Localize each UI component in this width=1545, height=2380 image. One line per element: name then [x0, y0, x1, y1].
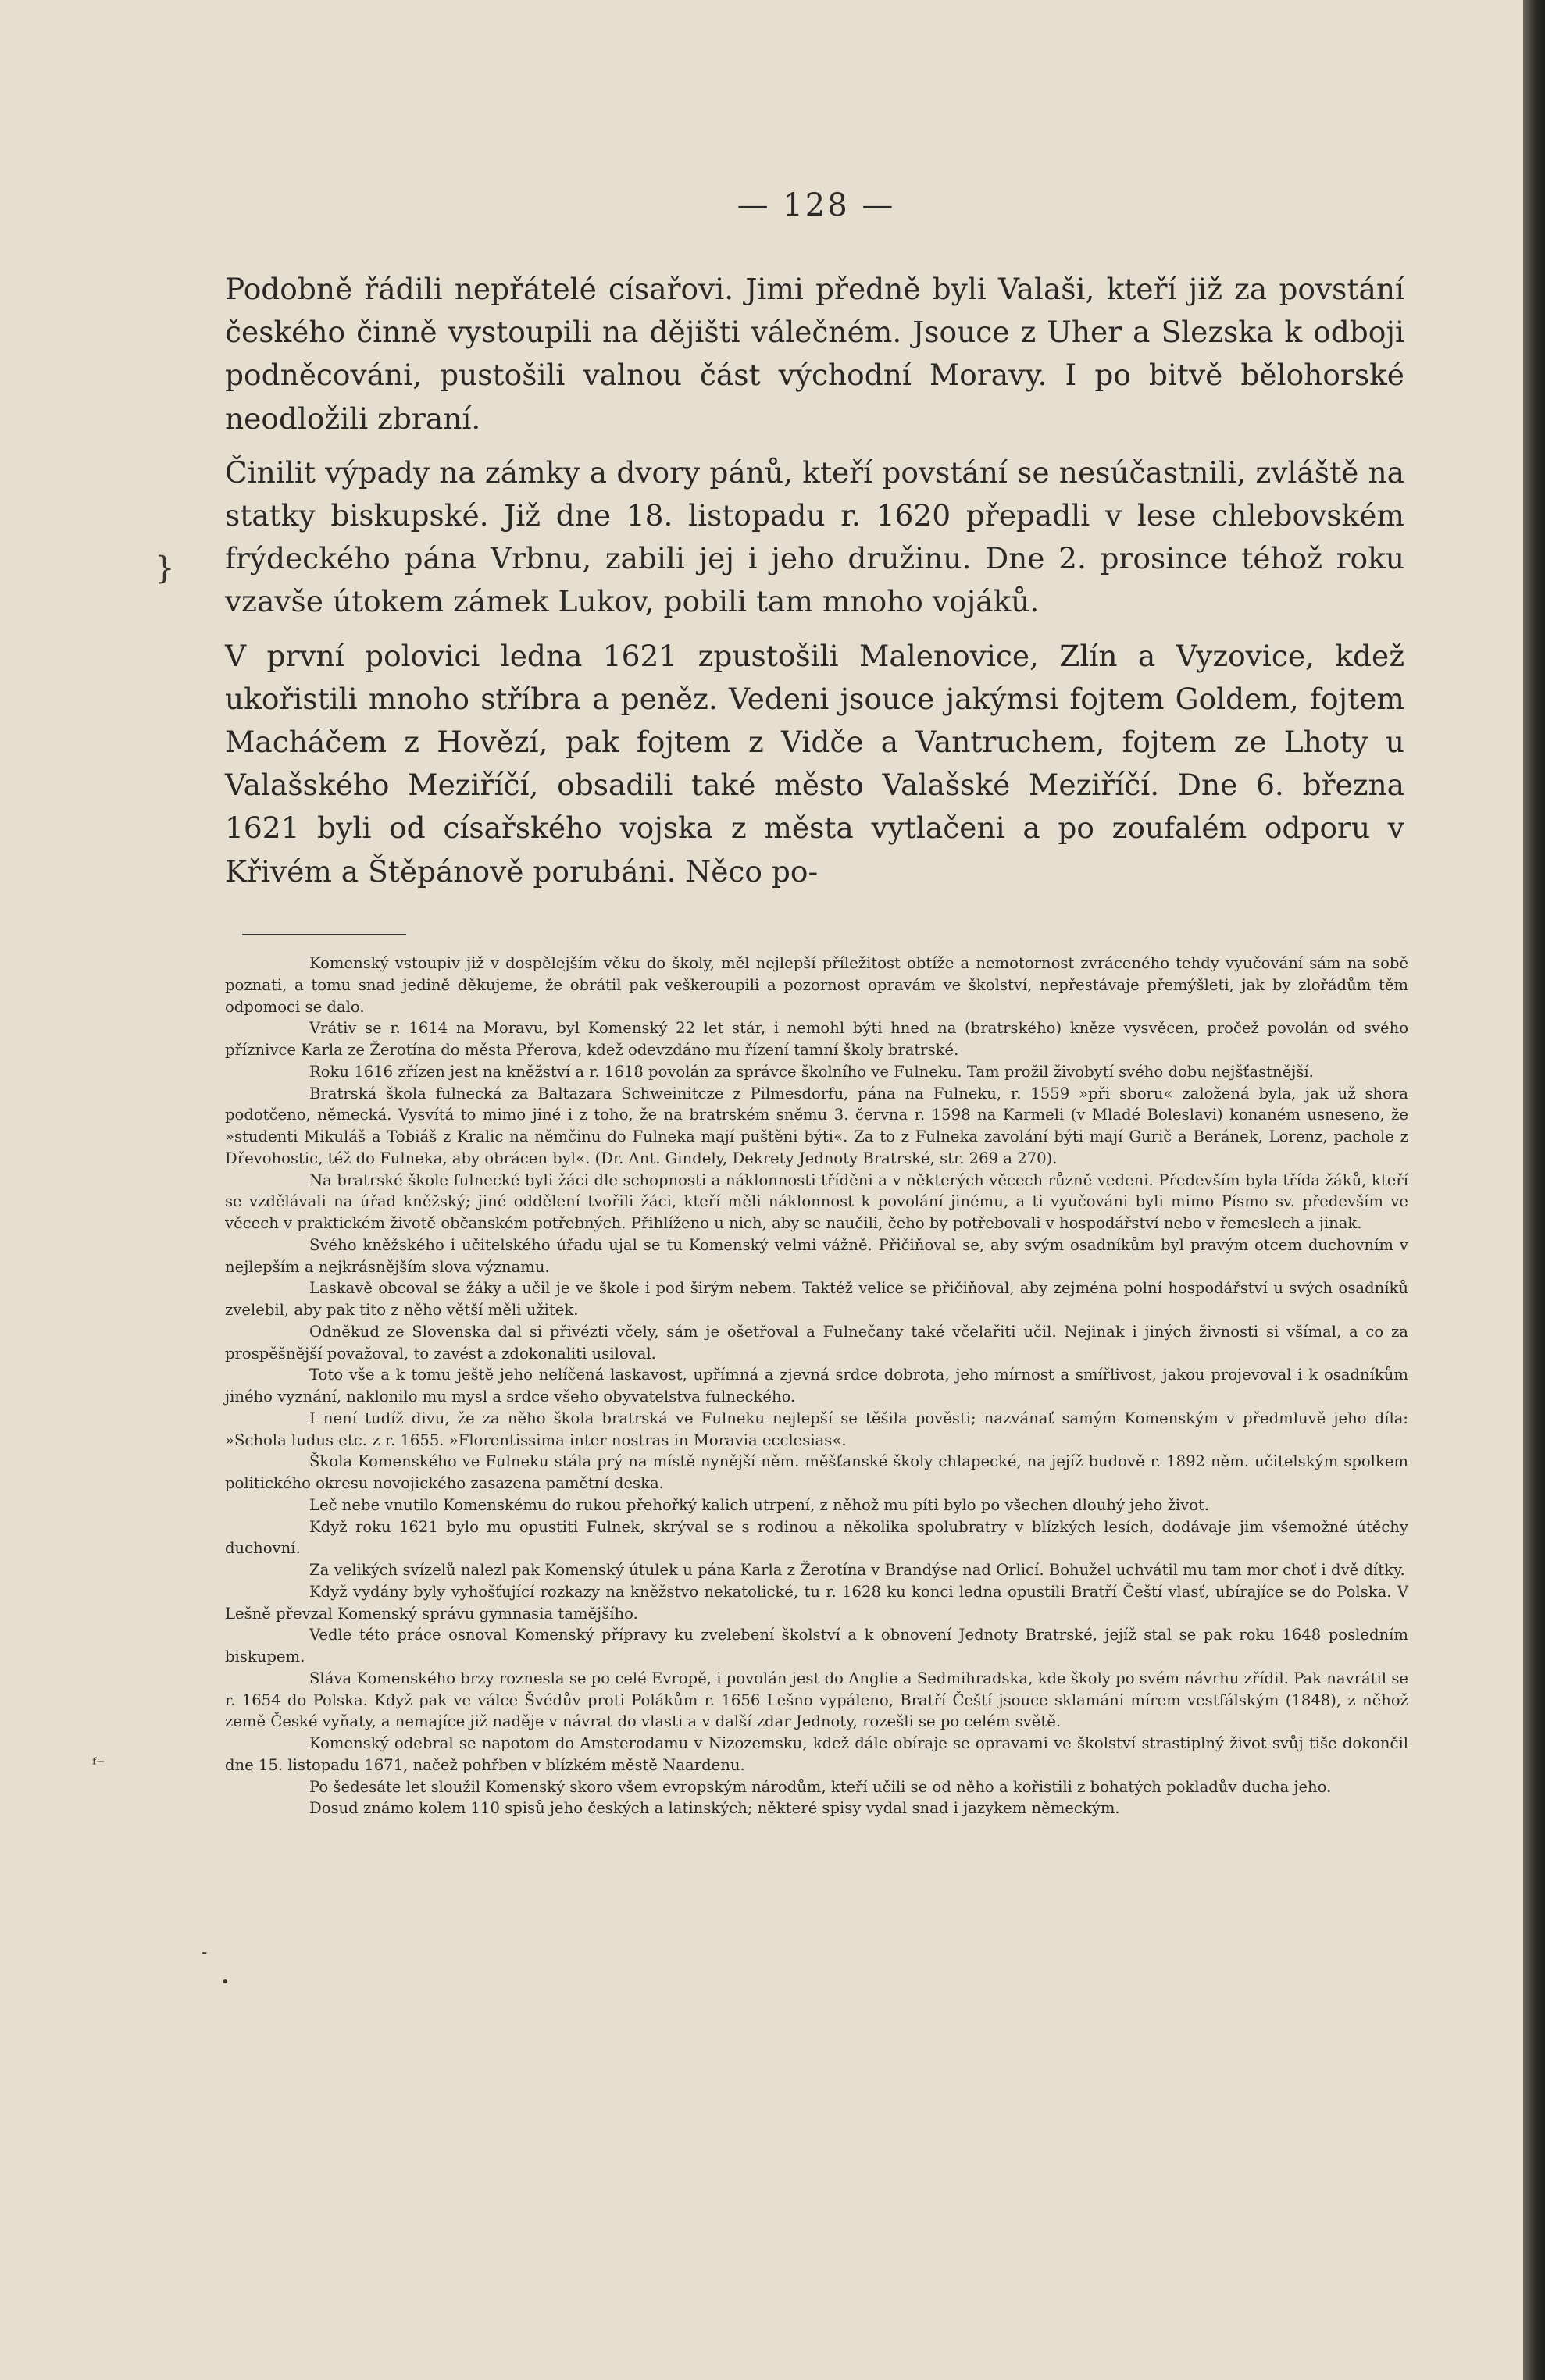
margin-dot-mark: • — [221, 1974, 230, 1990]
footnote: Když roku 1621 bylo mu opustiti Fulnek, skrýval se s rodinou a několika spolubratry v blízkých lesích, dodávaje jim všemožné útěchy duchovní. — [225, 1517, 1408, 1558]
footnote: Komenský odebral se napotom do Amsterodamu v Nizozemsku, kdež dále obíraje se opravami ve školství strastiplný život svůj tiše dokončil dne 15. listopadu 1671, načež pohřben v blízkém městě Naardenu. — [225, 1734, 1408, 1774]
footnote: Laskavě obcoval se žáky a učil je ve škole i pod širým nebem. Taktéž velice se přičiňoval, aby zejména polní hospodářství u svých osadníků zvelebil, aby pak tito z něho větší měli užitek. — [225, 1279, 1408, 1319]
margin-dash-mark: - — [202, 1943, 208, 1962]
book-gutter-shadow — [1523, 0, 1545, 2380]
footnote-separator — [242, 934, 406, 935]
footnote: Za velikých svízelů nalezl pak Komenský útulek u pána Karla z Žerotína v Brandýse nad Orlicí. Bohužel uchvátil mu tam mor choť i dvě dítky. — [309, 1561, 1405, 1579]
footnote: Škola Komenského ve Fulneku stála prý na místě nynější něm. měšťanské školy chlapecké, na jejíž budově r. 1892 něm. učitelským spolkem politického okresu novojického zasazena pamětní deska. — [225, 1452, 1408, 1492]
footnote: Po šedesáte let sloužil Komenský skoro všem evropským národům, kteří učili se od něho a kořistili z bohatých pokladův ducha jeho. — [309, 1777, 1332, 1796]
main-text — [225, 268, 1404, 904]
footnote: Toto vše a k tomu ještě jeho nelíčená laskavost, upřímná a zjevná srdce dobrota, jeho mírnost a smířlivost, jakou projevoval i k osadníkům jiného vyznání, naklonilo mu mysl a srdce všeho obyvatelstva fulneckého. — [225, 1366, 1408, 1406]
footnote: Dosud známo kolem 110 spisů jeho českých a latinských; některé spisy vydal snad i jazykem německým. — [309, 1799, 1120, 1818]
footnote: Sláva Komenského brzy roznesla se po celé Evropě, i povolán jest do Anglie a Sedmihradska, kde školy po svém návrhu zřídil. Pak navrátil se r. 1654 do Polska. Když pak ve válce Švédův proti Polákům r. 1656 Lešno vypáleno, Bratří Čeští jsouce sklamáni mírem vestfálským (1848), z něhož země České vyňaty, a nemajíce již naděje v návrat do vlasti a v další zdar Jednoty, rozešli se po celém světě. — [225, 1669, 1408, 1731]
footnote: Bratrská škola fulnecká za Baltazara Schweinitcze z Pilmesdorfu, pána na Fulneku, r. 1559 »při sboru« založená byla, jak už shora podotčeno, německá. Vysvítá to mimo jiné i z toho, že na bratrském sněmu 3. června r. 1598 na Karmeli (v Mladé Boleslavi) konaném usneseno, že »studenti Mikuláš a Tobiáš z Kralic na němčinu do Fulneka mají puštěni býti«. Za to z Fulneka zavolání býti mají Gurič a Beránek, Lorenz, pachole z Dřevohostic, též do Fulneka, aby obrácen byl«. (Dr. Ant. Gindely, Dekrety Jednoty Bratrské, str. 269 a 270). — [225, 1084, 1408, 1167]
paragraph: Činilit výpady na zámky a dvory pánů, kteří povstání se nesúčastnili, zvláště na statky biskupské. Již dne 18. listopadu r. 1620 přepadli v lese chlebovském frýdeckého pána Vrbnu, zabili jej i jeho družinu. Dne 2. prosince téhož roku vzavše útokem zámek Lukov, pobili tam mnoho vojáků. — [225, 454, 1404, 619]
margin-bracket-mark: } — [155, 550, 175, 586]
paragraph: V první polovici ledna 1621 zpustošili Malenovice, Zlín a Vyzovice, kdež ukořistili mnoho stříbra a peněz. Vedeni jsouce jakýmsi fojtem Goldem, fojtem Macháčem z Hovězí, pak fojtem z Vidče a Vantruchem, fojtem ze Lhoty u Valašského Meziříčí, obsadili také město Valašské Meziříčí. Dne 6. března 1621 byli od císařského vojska z města vytlačeni a po zoufalém odporu v Křivém a Štěpánově porubáni. Něco po- — [225, 638, 1404, 889]
footnote: Když vydány byly vyhošťující rozkazy na kněžstvo nekatolické, tu r. 1628 ku konci ledna opustili Bratří Čeští vlasť, ubírajíce se do Polska. V Lešně převzal Komenský správu gymnasia tamějšího. — [225, 1582, 1408, 1623]
footnote: I není tudíž divu, že za něho škola bratrská ve Fulneku nejlepší se těšila pověsti; nazvánať samým Komenským v předmluvě jeho díla: »Schola ludus etc. z r. 1655. »Florentissima inter nostras in Moravia ecclesias«. — [225, 1409, 1408, 1449]
margin-pencil-mark: ᶠ⁻ — [92, 1755, 105, 1775]
footnote: Leč nebe vnutilo Komenskému do rukou přehořký kalich utrpení, z něhož mu píti bylo po všechen dlouhý jeho život. — [309, 1495, 1210, 1514]
footnote: Roku 1616 zřízen jest na kněžství a r. 1618 povolán za správce školního ve Fulneku. Tam prožil živobytí svého dobu nejšťastnější. — [309, 1062, 1314, 1081]
footnotes — [225, 953, 1408, 1819]
footnote: Svého kněžského i učitelského úřadu ujal se tu Komenský velmi vážně. Přičiňoval se, aby svým osadníkům byl pravým otcem duchovním v nejlepším a nejkrásnějším slova významu. — [225, 1235, 1408, 1276]
footnote: Odněkud ze Slovenska dal si přivézti včely, sám je ošetřoval a Fulnečany také včelařiti učil. Nejinak i jiných živnosti si všímal, a co za prospěšnější považoval, to zavést a zdokonaliti usiloval. — [225, 1322, 1408, 1363]
page-number: — 128 — — [737, 187, 896, 223]
footnote: Komenský vstoupiv již v dospělejším věku do školy, měl nejlepší příležitost obtíže a nemotornost zvráceného tehdy vyučování sám na sobě poznati, a tomu snad jedině děkujeme, že obrátil pak veškeroupili a pozornost opravám ve školství, nepřestávaje přemýšleti, jak by zlořádům těm odpomoci se dalo. — [225, 954, 1408, 1016]
footnote: Vedle této práce osnoval Komenský přípravy ku zvelebení školství a k obnovení Jednoty Bratrské, jejíž stal se pak roku 1648 posledním biskupem. — [225, 1626, 1408, 1666]
paragraph: Podobně řádili nepřátelé císařovi. Jimi předně byli Valaši, kteří již za povstání českého činně vystoupili na dějišti válečném. Jsouce z Uher a Slezska k odboji podněcováni, pustošili valnou část východní Moravy. I po bitvě bělohorské neodložili zbraní. — [225, 272, 1404, 436]
footnote: Na bratrské škole fulnecké byli žáci dle schopnosti a náklonnosti tříděni a v některých věcech různě vedeni. Především byla třída žáků, kteří se vzdělávali na úřad kněžský; jiné oddělení tvořili žáci, kteří měli náklonnost k povolání jinému, a ti vyučováni byli mimo Písmo sv. především ve věcech v praktickém životě občanském potřebných. Přihlíženo u nich, aby se naučili, čeho by potřebovali v hospodářství nebo v řemeslech a jinak. — [225, 1170, 1408, 1232]
footnote: Vrátiv se r. 1614 na Moravu, byl Komenský 22 let stár, i nemohl býti hned na (bratrského) kněze vysvěcen, pročež povolán od svého příznivce Karla ze Žerotína do města Přerova, kdež odevzdáno mu řízení tamní školy bratrské. — [225, 1019, 1408, 1059]
